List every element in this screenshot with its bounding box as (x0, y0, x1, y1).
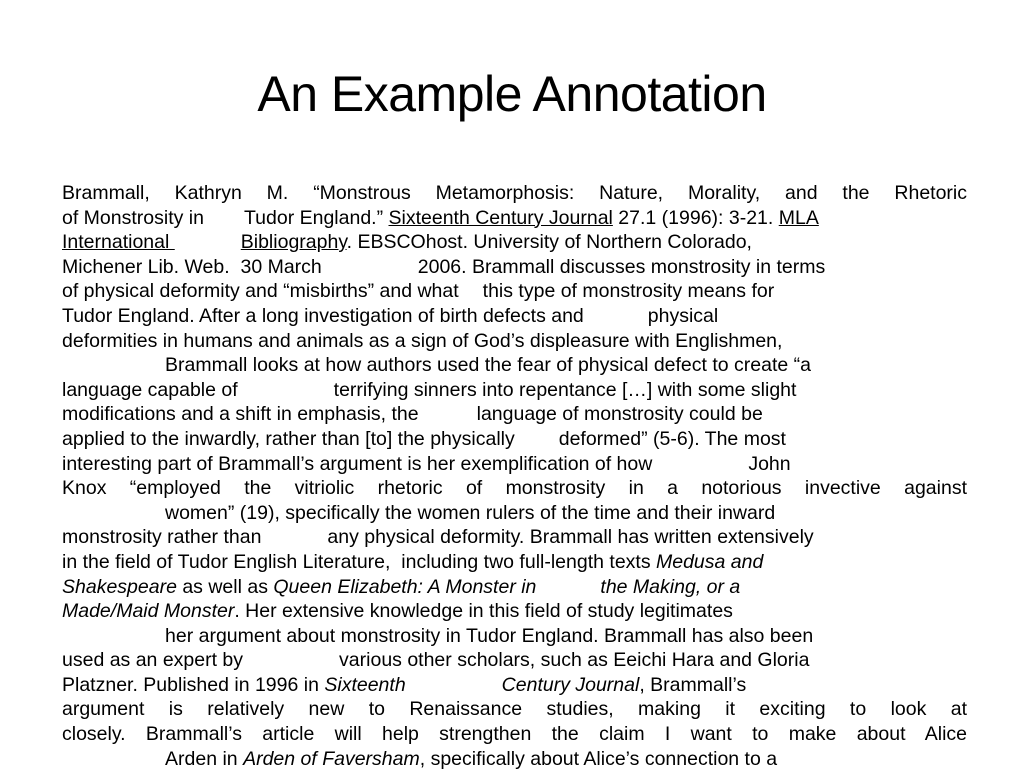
annotation-line-6: Tudor England. After a long investigation of birth defects and physical (62, 304, 719, 327)
annotation-line-5: of physical deformity and “misbirths” and what this type of monstrosity means for (62, 280, 775, 303)
annotation-line-1: Brammall, Kathryn M. “Monstrous Metamorphosis: Nature, Morality, and the Rhetoric (62, 182, 967, 204)
annotation-line-24: Arden in Arden of Faversham, specifically about Alice’s connection to a (165, 747, 778, 770)
annotation-line-9: language capable of terrifying sinners into repentance […] with some slight (62, 378, 797, 401)
annotation-line-2: of Monstrosity in Tudor England.” Sixteenth Century Journal 27.1 (1996): 3-21. MLA (62, 206, 819, 229)
annotation-line-15: monstrosity rather than any physical deformity. Brammall has written extensively (62, 526, 814, 549)
annotation-line-16: in the field of Tudor English Literature, including two full-length texts Medusa and (62, 550, 764, 573)
annotation-line-10: modifications and a shift in emphasis, the language of monstrosity could be (62, 403, 763, 426)
annotation-line-19: her argument about monstrosity in Tudor England. Brammall has also been (165, 624, 814, 647)
annotation-line-14: women” (19), specifically the women rulers of the time and their inward (165, 501, 776, 524)
annotation-line-3: International Bibliography. EBSCOhost. University of Northern Colorado, (62, 231, 752, 254)
annotation-line-20: used as an expert by various other scholars, such as Eeichi Hara and Gloria (62, 649, 810, 672)
annotation-line-13: Knox “employed the vitriolic rhetoric of monstrosity in a notorious invective against (62, 477, 967, 500)
annotation-line-12: interesting part of Brammall’s argument is her exemplification of how John (62, 452, 791, 475)
annotation-line-11: applied to the inwardly, rather than [to] the physically deformed” (5-6). The most (62, 427, 786, 450)
annotation-line-8: Brammall looks at how authors used the fear of physical defect to create “a (165, 354, 811, 377)
annotation-line-21: Platzner. Published in 1996 in Sixteenth Century Journal, Brammall’s (62, 673, 747, 696)
annotation-line-23: closely. Brammall’s article will help strengthen the claim I want to make about Alice (62, 723, 967, 746)
annotation-line-7: deformities in humans and animals as a sign of God’s displeasure with Englishmen, (62, 329, 783, 352)
annotation-line-18: Made/Maid Monster. Her extensive knowledge in this field of study legitimates (62, 600, 733, 623)
annotation-paragraph (62, 181, 967, 771)
slide-title: An Example Annotation (257, 66, 767, 122)
annotation-line-4: Michener Lib. Web. 30 March 2006. Brammall discusses monstrosity in terms (62, 255, 826, 278)
annotation-line-22: argument is relatively new to Renaissance studies, making it exciting to look at (62, 698, 967, 721)
annotation-line-17: Shakespeare as well as Queen Elizabeth: A Monster in the Making, or a (62, 575, 741, 598)
